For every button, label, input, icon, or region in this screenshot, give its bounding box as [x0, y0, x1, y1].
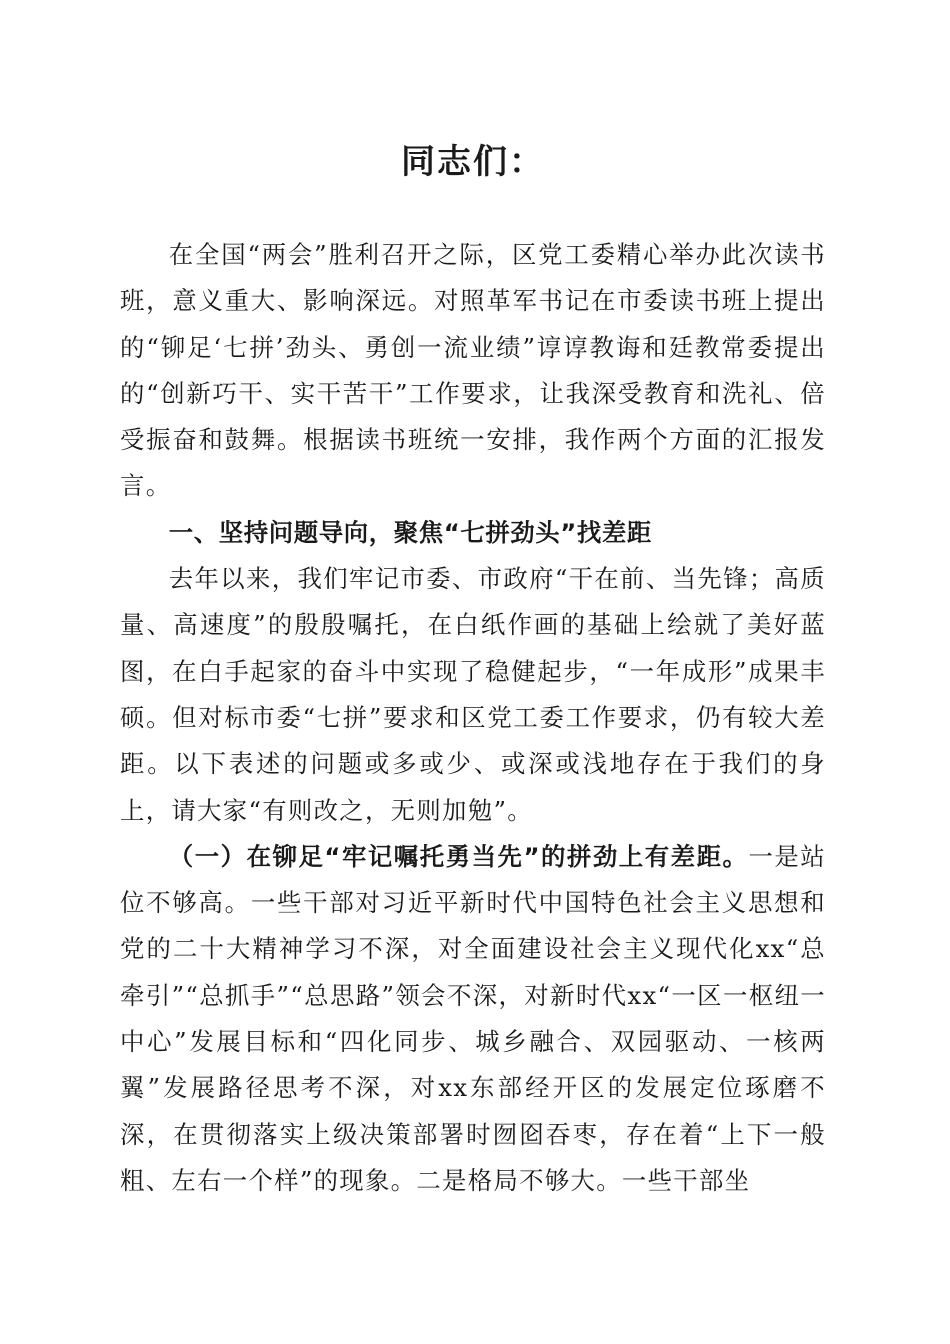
- section-heading: 一、坚持问题导向，聚焦“七拼劲头”找差距: [168, 517, 652, 547]
- subsection-heading: （一）在铆足“牢记嘱托勇当先”的拼劲上有差距。: [168, 841, 749, 871]
- subsection-paragraph: [120, 834, 826, 1204]
- section-paragraph: 去年以来，我们牢记市委、市政府“干在前、当先锋；高质量、高速度”的殷殷嘱托，在白纸作画的基础上绘就了美好蓝图，在白手起家的奋斗中实现了稳健起步，“一年成形”成果丰硕。但对标市委“七拼”要求和区党工委工作要求，仍有较大差距。以下表述的问题或多或少、或深或浅地存在于我们的身上，请大家“有则改之，无则加勉”。: [120, 564, 826, 825]
- intro-paragraph: 在全国“两会”胜利召开之际，区党工委精心举办此次读书班，意义重大、影响深远。对照革军书记在市委读书班上提出的“铆足‘七拼’劲头、勇创一流业绩”谆谆教诲和廷教常委提出的“创新巧干、实干苦干”工作要求，让我深受教育和洗礼、倍受振奋和鼓舞。根据读书班统一安排，我作两个方面的汇报发言。: [120, 240, 826, 501]
- document-body: [120, 232, 826, 1204]
- subsection-text: 一是站位不够高。一些干部对习近平新时代中国特色社会主义思想和党的二十大精神学习不深，对全面建设社会主义现代化xx“总牵引”“总抓手”“总思路”领会不深，对新时代xx“一区一枢纽一中心”发展目标和“四化同步、城乡融合、双园驱动、一核两翼”发展路径思考不深，对xx东部经开区的发展定位琢磨不深，在贯彻落实上级决策部署时囫囵吞枣，存在着“上下一般粗、左右一个样”的现象。二是格局不够大。一些干部坐: [120, 841, 827, 1195]
- page-title: 同志们：: [401, 142, 545, 182]
